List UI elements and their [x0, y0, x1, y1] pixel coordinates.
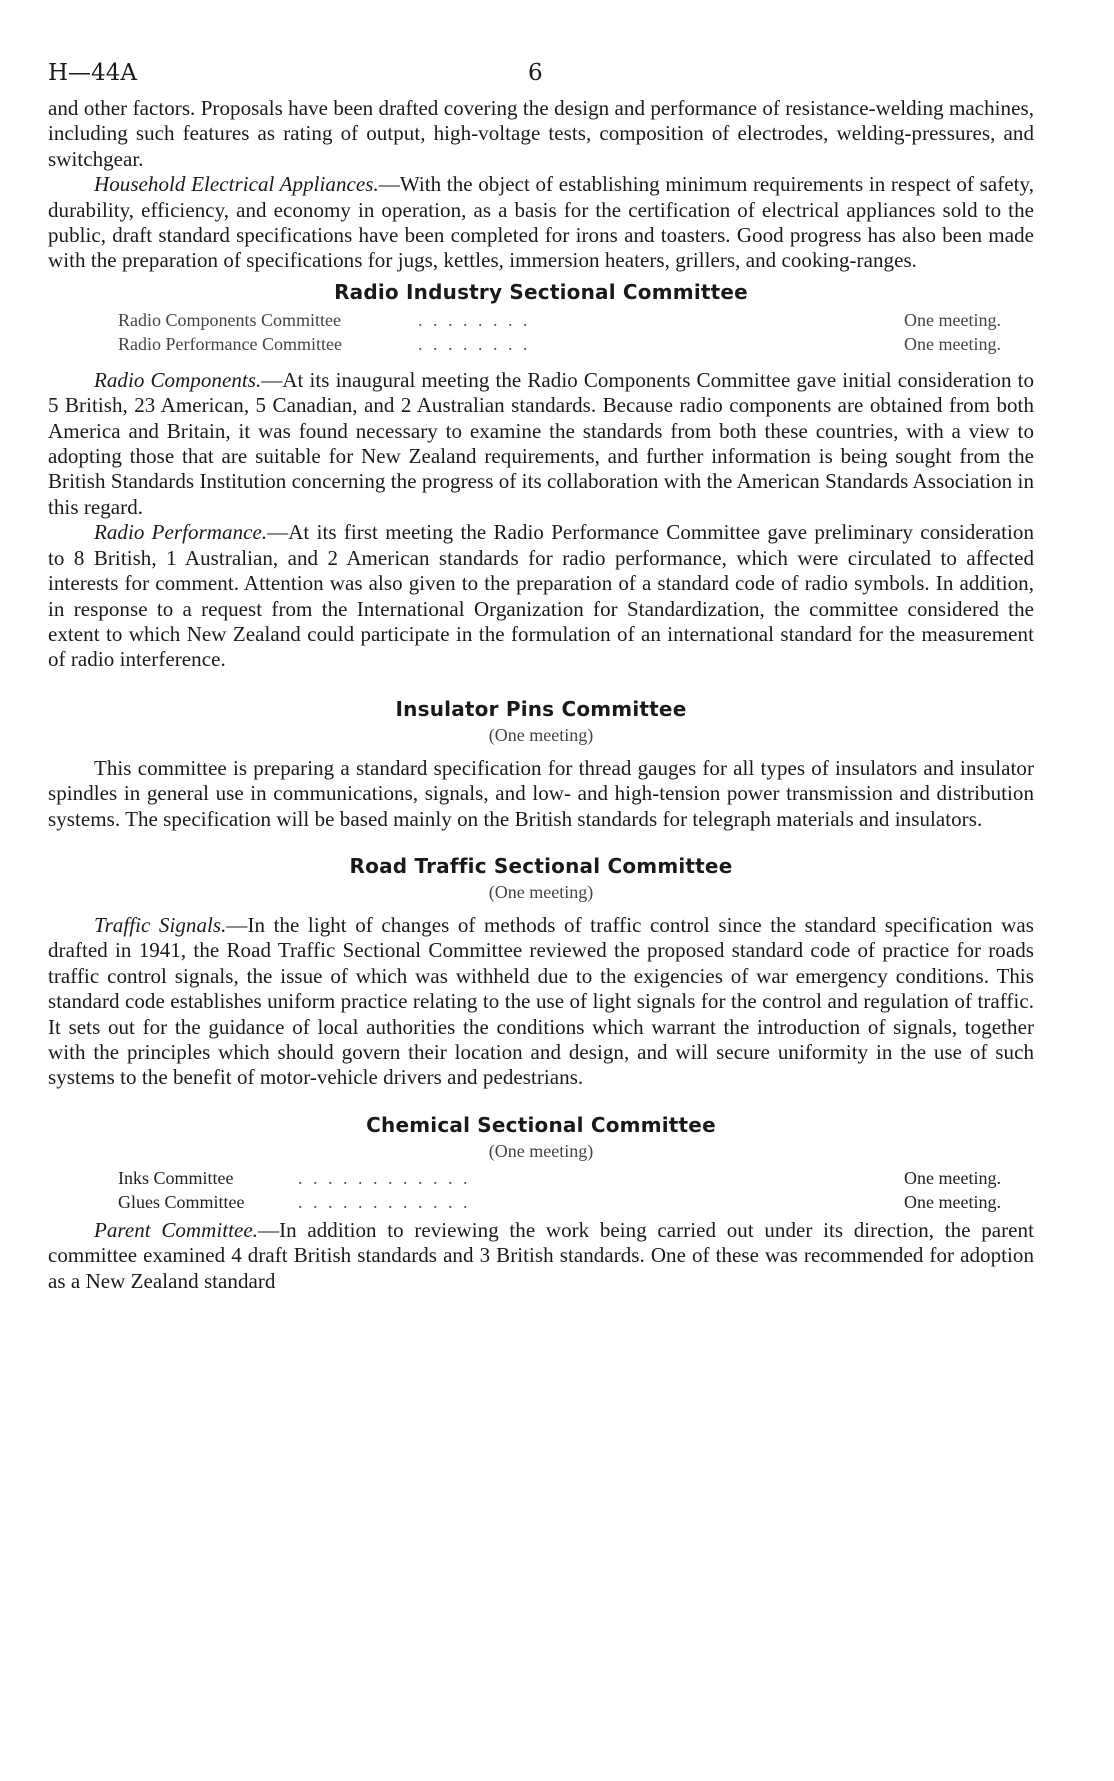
leader-dots: . . . . . . . . . . . .	[298, 1167, 471, 1188]
chemical-section-title: Chemical Sectional Committee	[366, 1112, 716, 1137]
page-number: 6	[528, 60, 543, 86]
list-item	[48, 308, 1034, 332]
road-lead: Traffic Signals.	[94, 912, 227, 937]
road-paragraph	[48, 913, 1034, 1091]
document-reference: H—44A	[48, 60, 137, 86]
radio-section-title: Radio Industry Sectional Committee	[334, 279, 748, 304]
insulator-meetings: (One meeting)	[488, 724, 594, 745]
meeting-count: One meeting.	[904, 1167, 1001, 1188]
list-item	[48, 1166, 1034, 1190]
document-page	[48, 60, 1034, 1294]
chemical-committee-list	[48, 1166, 1034, 1214]
parent-committee-text: —In addition to reviewing the work being carried out under its direction, the parent committee examined 4 draft British standards and 3 British standards. One of these was recommended for adoption as a New Zealand standard	[48, 1217, 1034, 1293]
road-text: —In the light of changes of methods of traffic control since the standard specification was drafted in 1941, the Road Traffic Sectional Committee reviewed the proposed standard code of practice for roads traffic control signals, the issue of which was withheld due to the exigencies of war emergency conditions. This standard code establishes uniform practice relating to the use of light signals for the control and regulation of traffic. It sets out for the guidance of local authorities the conditions which warrant the introduction of signals, together with the principles which should govern their location and design, and will secure uniformity in the use of such systems to the benefit of motor-vehicle drivers and pedestrians.	[48, 912, 1034, 1090]
committee-name: Radio Performance Committee	[118, 333, 342, 354]
radio-performance-lead: Radio Performance.	[94, 520, 268, 545]
leader-dots: . . . . . . . . . . . .	[298, 1191, 471, 1212]
radio-components-paragraph	[48, 368, 1034, 520]
radio-components-text: —At its inaugural meeting the Radio Components Committee gave initial consideration to 5 British, 23 American, 5 Canadian, and 2 Australian standards. Because radio components are obtained from both America and Britain, it was found necessary to examine the standards from both these countries, with a view to adopting those that are suitable for New Zealand requirements, and further information is being sought from the British Standards Institution concerning the progress of its collaboration with the American Standards Association in this regard.	[48, 367, 1035, 519]
road-section-title: Road Traffic Sectional Committee	[349, 853, 733, 878]
household-text: —With the object of establishing minimum requirements in respect of safety, durability, efficiency, and economy in operation, as a basis for the certification of electrical appliances sold to the public, draft standard specifications have been completed for irons and toasters. Good progress has also been made with the preparation of specifications for jugs, kettles, immersion heaters, grillers, and cooking-ranges.	[48, 172, 1034, 273]
chemical-meetings: (One meeting)	[488, 1140, 594, 1161]
meeting-count: One meeting.	[904, 309, 1001, 330]
intro-paragraph: and other factors. Proposals have been drafted covering the design and performance of resistance-welding machines, including such features as rating of output, high-voltage tests, composition of electrodes, welding-pressures, and switchgear.	[48, 96, 1034, 171]
parent-committee-paragraph	[48, 1218, 1034, 1294]
meeting-count: One meeting.	[904, 333, 1001, 354]
radio-components-lead: Radio Components.	[94, 367, 262, 392]
parent-committee-lead: Parent Committee.	[94, 1217, 259, 1242]
committee-name: Glues Committee	[118, 1191, 245, 1212]
road-meetings: (One meeting)	[488, 881, 594, 902]
household-paragraph	[48, 172, 1034, 274]
radio-performance-text: —At its first meeting the Radio Performance Committee gave preliminary consideration to 8 British, 1 Australian, and 2 American standards for radio performance, which were circulated to affected interests for comment. Attention was also given to the preparation of a standard code of radio symbols. In addition, in response to a request from the International Organization for Standardization, the committee considered the extent to which New Zealand could participate in the formulation of an international standard for the measurement of radio interference.	[48, 520, 1034, 672]
list-item	[48, 1190, 1034, 1214]
household-lead: Household Electrical Appliances.	[94, 172, 379, 197]
page-header	[48, 60, 1034, 96]
radio-performance-paragraph	[48, 520, 1034, 672]
leader-dots: . . . . . . . .	[418, 333, 531, 354]
committee-name: Radio Components Committee	[118, 309, 341, 330]
radio-committee-list	[48, 308, 1034, 356]
committee-name: Inks Committee	[118, 1167, 234, 1188]
insulator-paragraph: This committee is preparing a standard specification for thread gauges for all types of insulators and insulator spindles in general use in communications, signals, and low- and high-tension power transmission and distribution systems. The specification will be based mainly on the British standards for telegraph materials and insulators.	[48, 755, 1034, 831]
insulator-section-title: Insulator Pins Committee	[395, 696, 687, 721]
leader-dots: . . . . . . . .	[418, 309, 531, 330]
list-item	[48, 332, 1034, 356]
meeting-count: One meeting.	[904, 1191, 1001, 1212]
